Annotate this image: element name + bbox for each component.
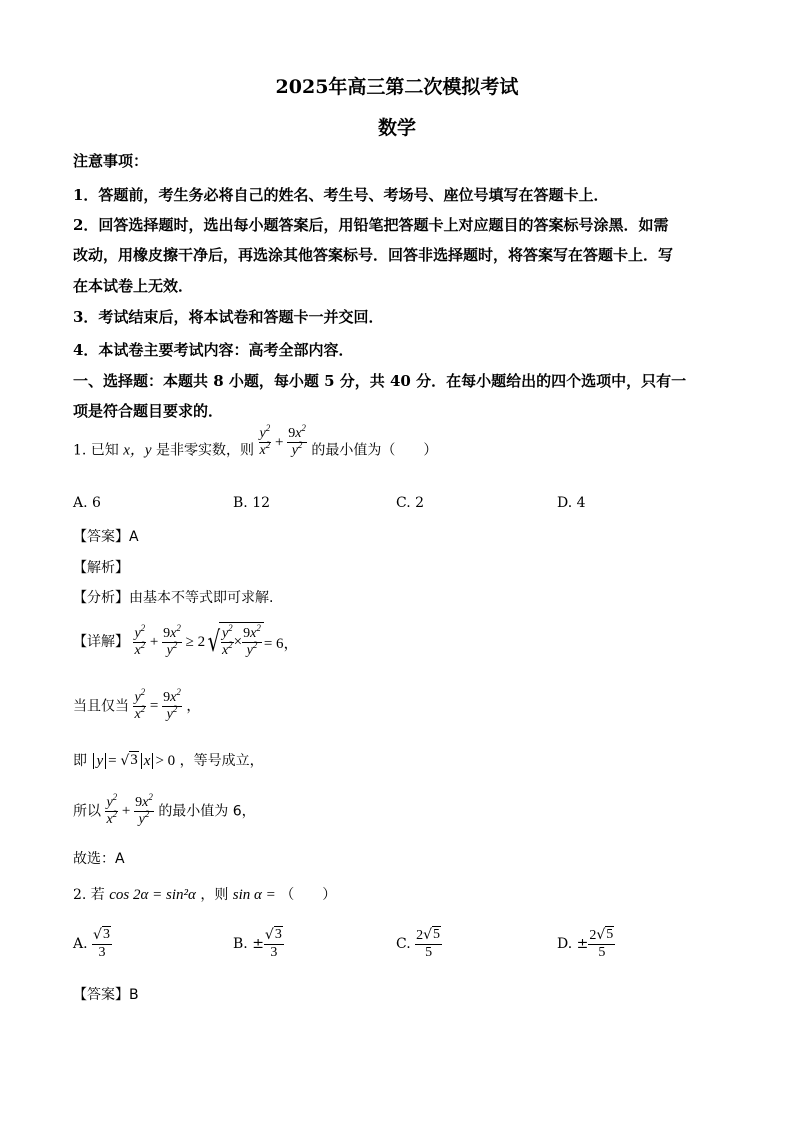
- exam-subject: 数学: [377, 117, 416, 139]
- q1-equality-prefix: 当且仅当: [73, 698, 129, 715]
- q2-condition: cos 2α = sin²α: [109, 887, 196, 903]
- q2-option-b-label: B. ±: [233, 935, 264, 952]
- q2-answer: [73, 984, 139, 1004]
- q1-fenxi-text: 由基本不等式即可求解.: [129, 590, 274, 606]
- q1-analysis-tag: 【解析】: [73, 560, 129, 576]
- q2-answer-value: B: [129, 987, 139, 1003]
- q1-equality-suffix: ，: [186, 698, 201, 715]
- q1-detail-expression: $\frac{y^2}{x^2}$ + $\frac{9x^2}{y^2}$ ≥ 2 √ $\frac{y^2}{x^2}$ × $\frac{9x^2}{y^2}$ = 6，: [133, 622, 298, 662]
- q1-suoyi-suffix: 的最小值为 6，: [158, 803, 256, 820]
- notes-heading: 注意事项：: [73, 152, 149, 170]
- q1-fenxi: [73, 587, 273, 607]
- note-item-1: 1．答题前，考生务必将自己的姓名、考生号、考场号、座位号填写在答题卡上．: [73, 186, 609, 204]
- note-item-2-line-3: 在本试卷上无效．: [73, 277, 194, 295]
- q2-option-a-label: A.: [73, 935, 88, 952]
- q2-suffix: （ ）: [280, 887, 337, 903]
- q2-ask: sin α =: [232, 887, 276, 903]
- q2-option-c-label: C.: [396, 935, 411, 952]
- note-item-4: 4．本试卷主要考试内容：高考全部内容．: [73, 341, 354, 359]
- q2-option-b: B. ± √ 3 3: [233, 927, 282, 960]
- q1-suoyi: 所以 $\frac{y^2}{x^2}$ + $\frac{9x^2}{y^2}$ 的最小值为 6，: [73, 792, 256, 827]
- q2-answer-tag: 【答案】: [73, 987, 129, 1003]
- q1-answer: [73, 526, 139, 546]
- q1-detail: [73, 622, 299, 662]
- q1-ji: 即 y = √ 3 x > 0 ，等号成立，: [73, 752, 264, 769]
- q2-option-c: C. 2 √ 5 5: [396, 927, 441, 960]
- question-1: [73, 423, 438, 467]
- q1-answer-tag: 【答案】: [73, 529, 129, 545]
- q1-option-d: D. 4: [557, 495, 586, 511]
- q2-option-d-label: D. ±: [557, 935, 589, 952]
- section-1-heading-line-1: 一、选择题：本题共 8 小题，每小题 5 分，共 40 分．在每小题给出的四个选项中，只有一: [73, 372, 687, 390]
- q1-equality-condition: 当且仅当 $\frac{y^2}{x^2}$ = $\frac{9x^2}{y^2}$ ，: [73, 687, 201, 722]
- question-2: [73, 884, 336, 904]
- q1-option-a: A. 6: [73, 495, 101, 511]
- exam-title: 2025年高三第二次模拟考试: [275, 76, 519, 98]
- q1-option-c: C. 2: [396, 495, 425, 511]
- q1-answer-value: A: [129, 529, 139, 545]
- q1-ji-prefix: 即: [73, 753, 87, 769]
- q1-middle: 是非零实数，则: [156, 442, 255, 459]
- q1-ji-suffix: ，等号成立，: [179, 753, 264, 769]
- note-item-3: 3．考试结束后，将本试卷和答题卡一并交回．: [73, 308, 384, 326]
- q1-detail-result: = 6，: [263, 635, 299, 652]
- q1-expression: $\frac{y^2}{x^2}$ + $\frac{9x^2}{y^2}$: [259, 423, 306, 458]
- q2-option-d: D. ± 2 √ 5 5: [557, 927, 614, 960]
- section-1-heading-line-2: 项是符合题目要求的．: [73, 402, 224, 420]
- q2-prefix: 2. 若: [73, 887, 105, 903]
- q1-fenxi-tag: 【分析】: [73, 590, 129, 606]
- note-item-2-line-1: 2．回答选择题时，选出每小题答案后，用铅笔把答题卡上对应题目的答案标号涂黑．如需: [73, 216, 669, 234]
- q1-suffix: 的最小值为（ ）: [311, 442, 438, 459]
- q2-option-a: A. √ 3 3: [73, 927, 110, 960]
- q1-detail-tag: 【详解】: [73, 634, 129, 650]
- q1-choose: 故选：A: [73, 851, 125, 867]
- note-item-2-line-2: 改动，用橡皮擦干净后，再选涂其他答案标号．回答非选择题时，将答案写在答题卡上．写: [73, 246, 674, 264]
- q2-middle: ，则: [200, 887, 229, 903]
- q1-suoyi-prefix: 所以: [73, 803, 101, 820]
- q1-prefix: 1. 已知: [73, 442, 119, 459]
- q1-option-b: B. 12: [233, 495, 271, 511]
- q1-vars: x，y: [123, 442, 152, 459]
